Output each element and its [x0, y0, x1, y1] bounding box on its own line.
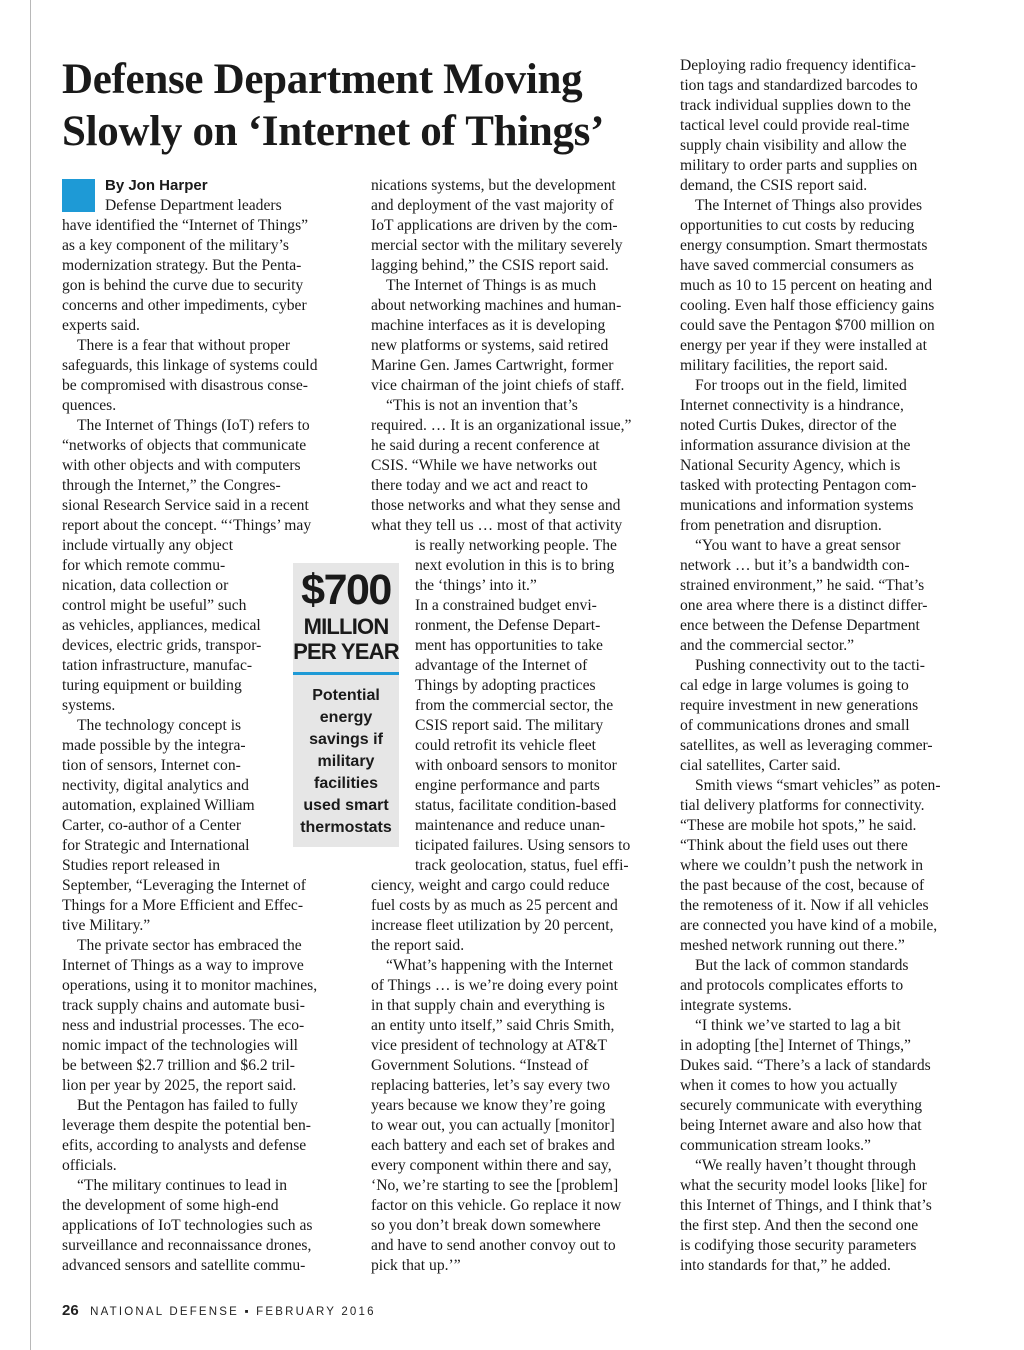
col2-text-line: vice chairman of the joint chiefs of staff.: [371, 377, 625, 394]
col2-text-line: there today and we act and react to: [371, 477, 588, 494]
col3-text-line: meshed network running out there.”: [680, 937, 905, 954]
col2-text-line: increase fleet utilization by 20 percent,: [371, 917, 614, 934]
col3-text-line: require investment in new generations: [680, 697, 919, 714]
col1-text-line: with other objects and with computers: [62, 457, 301, 474]
col1-text-line: The technology concept is: [77, 717, 242, 734]
col1-text-line: devices, electric grids, transpor-: [62, 637, 262, 654]
col2-text-line: status, facilitate condition-based: [415, 797, 617, 814]
col2-text-line: Marine Gen. James Cartwright, former: [371, 357, 614, 374]
col2-text-line: about networking machines and human-: [371, 297, 622, 314]
col3-text-line: is codifying those security parameters: [680, 1237, 917, 1254]
col1-text-line: have identified the “Internet of Things”: [62, 217, 309, 234]
col3-text-line: and the commercial sector.”: [680, 637, 855, 654]
col3-text-line: tial delivery platforms for connectivity.: [680, 797, 925, 814]
col3-text-line: For troops out in the field, limited: [695, 377, 907, 394]
article-headline: Defense Department Moving Slowly on ‘Internet of Things’: [62, 56, 605, 155]
col1-text-line: the development of some high-end: [62, 1197, 279, 1214]
col3-text-line: energy consumption. Smart thermostats: [680, 237, 928, 254]
col1-text-line: surveillance and reconnaissance drones,: [62, 1237, 312, 1254]
col3-text-line: are connected you have kind of a mobile,: [680, 917, 938, 934]
col3-text-line: cal edge in large volumes is going to: [680, 677, 909, 694]
col1-text-line: nication, data collection or: [62, 577, 229, 594]
col1-text-line: ness and industrial processes. The eco-: [62, 1017, 305, 1034]
col2-text-line: in that supply chain and everything is: [371, 997, 605, 1014]
col2-text-line: ronment, the Defense Depart-: [415, 617, 601, 634]
col1-text-line: efits, according to analysts and defense: [62, 1137, 307, 1154]
col3-text-line: the past because of the cost, because of: [680, 877, 925, 894]
col1-text-line: operations, using it to monitor machines,: [62, 977, 318, 994]
col1-text-line: Carter, co-author of a Center: [62, 817, 242, 834]
col3-text-line: being Internet aware and also how that: [680, 1117, 922, 1134]
col3-text-line: But the lack of common standards: [695, 957, 909, 974]
col3-text-line: in adopting [the] Internet of Things,”: [680, 1037, 911, 1054]
col1-text-line: Things for a More Efficient and Effec-: [62, 897, 304, 914]
col2-text-line: vice president of technology at AT&T: [371, 1037, 608, 1054]
col1-text-line: nomic impact of the technologies will: [62, 1037, 299, 1054]
col2-text-line: each battery and each set of brakes and: [371, 1137, 615, 1154]
col1-text-line: gon is behind the curve due to security: [62, 277, 304, 294]
col3-text-line: one area where there is a distinct differ-: [680, 597, 928, 614]
col3-text-line: the first step. And then the second one: [680, 1217, 919, 1234]
col3-text-line: noted Curtis Dukes, director of the: [680, 417, 897, 434]
col2-text-line: track geolocation, status, fuel effi-: [415, 857, 629, 874]
col1-text-line: tive Military.”: [62, 917, 151, 934]
col2-text-line: “What’s happening with the Internet: [386, 957, 613, 974]
col3-text-line: “You want to have a great sensor: [695, 537, 901, 554]
col3-text-line: securely communicate with everything: [680, 1097, 923, 1114]
col3-text-line: tion tags and standardized barcodes to: [680, 77, 918, 94]
col3-text-line: integrate systems.: [680, 997, 792, 1014]
col1-text-line: safeguards, this linkage of systems could: [62, 357, 318, 374]
col2-text-line: pick that up.’”: [371, 1257, 461, 1274]
stat-divider: [293, 672, 399, 675]
col1-text-line: turing equipment or building: [62, 677, 242, 694]
col2-text-line: machine interfaces as it is developing: [371, 317, 606, 334]
article-column-2: [371, 176, 655, 1276]
col3-text-line: munications and information systems: [680, 497, 914, 514]
col1-text-line: applications of IoT technologies such as: [62, 1217, 313, 1234]
col2-text-line: every component within there and say,: [371, 1157, 612, 1174]
col2-text-line: nications systems, but the development: [371, 177, 616, 194]
col2-text-line: next evolution in this is to bring: [415, 557, 615, 574]
col2-text-line: the ‘things’ into it.”: [415, 577, 537, 594]
col2-text-line: could retrofit its vehicle fleet: [415, 737, 596, 754]
col1-text-line: quences.: [62, 397, 117, 414]
col1-text-line: “The military continues to lead in: [77, 1177, 288, 1194]
col2-text-line: so you don’t break down somewhere: [371, 1217, 601, 1234]
col3-text-line: tactical level could provide real-time: [680, 117, 910, 134]
col2-text-line: years because we know they’re going: [371, 1097, 606, 1114]
col3-text-line: Internet connectivity is a hindrance,: [680, 397, 904, 414]
col1-text-line: sional Research Service said in a recent: [62, 497, 309, 514]
byline-row: [62, 176, 344, 196]
col2-text-line: Government Solutions. “Instead of: [371, 1057, 589, 1074]
col3-text-line: network … but it’s a bandwidth con-: [680, 557, 910, 574]
col3-text-line: and protocols complicates efforts to: [680, 977, 904, 994]
col3-text-line: information assurance division at the: [680, 437, 911, 454]
col3-text-line: into standards for that,” he added.: [680, 1257, 891, 1274]
col1-text-line: Studies report released in: [62, 857, 221, 874]
pull-stat-box: [293, 563, 399, 847]
col1-text-line: Defense Department leaders: [105, 197, 282, 214]
col3-text-line: Smith views “smart vehicles” as poten-: [695, 777, 941, 794]
col1-text-line: “networks of objects that communicate: [62, 437, 307, 454]
col1-text-line: control might be useful” such: [62, 597, 247, 614]
article-column-3: [680, 56, 966, 1276]
col1-text-line: be between $2.7 trillion and $6.2 tril-: [62, 1057, 295, 1074]
col2-text-line: from the commercial sector, the: [415, 697, 614, 714]
col1-text-line: There is a fear that without proper: [77, 337, 291, 354]
col1-text-line: as a key component of the military’s: [62, 237, 289, 254]
col2-text-line: IoT applications are driven by the com-: [371, 217, 618, 234]
col1-text-line: for which remote commu-: [62, 557, 226, 574]
col2-text-line: ciency, weight and cargo could reduce: [371, 877, 610, 894]
col1-text-line: through the Internet,” the Congres-: [62, 477, 281, 494]
col2-text-line: the report said.: [371, 937, 465, 954]
col2-text-line: lagging behind,” the CSIS report said.: [371, 257, 609, 274]
col3-text-line: the remoteness of it. Now if all vehicles: [680, 897, 929, 914]
col1-text-line: But the Pentagon has failed to fully: [77, 1097, 298, 1114]
col3-text-line: from penetration and disruption.: [680, 517, 882, 534]
col3-text-line: cial satellites, Carter said.: [680, 757, 841, 774]
page-footer: [62, 1302, 376, 1319]
stat-unit-line-2: PER YEAR: [293, 639, 399, 664]
col3-text-line: Pushing connectivity out to the tacti-: [695, 657, 925, 674]
col3-text-line: opportunities to cut costs by reducing: [680, 217, 915, 234]
col3-text-line: demand, the CSIS report said.: [680, 177, 868, 194]
col3-text-line: ence between the Defense Department: [680, 617, 920, 634]
col3-text-line: military to order parts and supplies on: [680, 157, 918, 174]
col3-text-line: satellites, as well as leveraging commer-: [680, 737, 933, 754]
col2-text-line: required. … It is an organizational issue,”: [371, 417, 632, 434]
col1-text-line: as vehicles, appliances, medical: [62, 617, 261, 634]
col2-text-line: to wear out, you can actually [monitor]: [371, 1117, 615, 1134]
col1-text-line: The private sector has embraced the: [77, 937, 302, 954]
col2-text-line: CSIS report said. The military: [415, 717, 604, 734]
col2-text-line: CSIS. “While we have networks out: [371, 457, 598, 474]
publication-name: NATIONAL DEFENSE: [90, 1306, 240, 1318]
stat-caption: Potential energy savings if military facilities used smart thermostats: [300, 687, 392, 836]
col1-text-line: report about the concept. “‘Things’ may: [62, 517, 312, 534]
stat-amount: $700: [301, 566, 391, 614]
col2-text-line: engine performance and parts: [415, 777, 600, 794]
col1-text-line: September, “Leveraging the Internet of: [62, 877, 307, 894]
col3-text-line: “We really haven’t thought through: [695, 1157, 917, 1174]
col3-text-line: Deploying radio frequency identifica-: [680, 57, 916, 74]
col3-text-line: of communications drones and small: [680, 717, 910, 734]
col3-text-line: energy per year if they were installed at: [680, 337, 927, 354]
col2-text-line: with onboard sensors to monitor: [415, 757, 617, 774]
col2-text-line: advantage of the Internet of: [415, 657, 588, 674]
byline: By Jon Harper: [105, 177, 208, 194]
page-number: 26: [62, 1302, 79, 1319]
col1-text-line: Internet of Things as a way to improve: [62, 957, 304, 974]
col1-text-line: leverage them despite the potential ben-: [62, 1117, 311, 1134]
col3-text-line: have saved commercial consumers as: [680, 257, 914, 274]
col2-text-line: and deployment of the vast majority of: [371, 197, 614, 214]
col3-text-line: communication stream looks.”: [680, 1137, 871, 1154]
col3-text-line: “Think about the field uses out there: [680, 837, 908, 854]
col3-text-line: National Security Agency, which is: [680, 457, 901, 474]
col1-text-line: lion per year by 2025, the report said.: [62, 1077, 297, 1094]
col3-text-line: much as 10 to 15 percent on heating and: [680, 277, 933, 294]
col3-text-line: tasked with protecting Pentagon com-: [680, 477, 917, 494]
col3-text-line: could save the Pentagon $700 million on: [680, 317, 935, 334]
col1-text-line: be compromised with disastrous conse-: [62, 377, 308, 394]
col3-text-line: military facilities, the report said.: [680, 357, 888, 374]
page-spine-rule: [30, 0, 31, 1350]
col3-text-line: The Internet of Things also provides: [695, 197, 923, 214]
col3-text-line: cooling. Even half those efficiency gains: [680, 297, 935, 314]
col2-text-line: of Things … is we’re doing every point: [371, 977, 619, 994]
col2-text-line: “This is not an invention that’s: [386, 397, 578, 414]
col1-text-line: experts said.: [62, 317, 140, 334]
col1-text-line: include virtually any object: [62, 537, 234, 554]
col2-text-line: replacing batteries, let’s say every two: [371, 1077, 611, 1094]
col2-text-line: The Internet of Things is as much: [386, 277, 597, 294]
col3-text-line: strained environment,” he said. “That’s: [680, 577, 925, 594]
col1-text-line: officials.: [62, 1157, 117, 1174]
col2-text-line: ‘No, we’re starting to see the [problem]: [371, 1177, 619, 1194]
col1-text-line: nectivity, digital analytics and: [62, 777, 249, 794]
col1-text-line: tation infrastructure, manufac-: [62, 657, 253, 674]
col1-text-line: for Strategic and International: [62, 837, 250, 854]
col2-text-line: new platforms or systems, said retired: [371, 337, 609, 354]
col3-text-line: “These are mobile hot spots,” he said.: [680, 817, 917, 834]
col1-text-line: automation, explained William: [62, 797, 255, 814]
col3-text-line: “I think we’ve started to lag a bit: [695, 1017, 901, 1034]
col2-text-line: ment has opportunities to take: [415, 637, 603, 654]
col1-text-line: made possible by the integra-: [62, 737, 246, 754]
col3-text-line: this Internet of Things, and I think that’s: [680, 1197, 932, 1214]
col1-text-line: advanced sensors and satellite commu-: [62, 1257, 306, 1274]
col1-text-line: concerns and other impediments, cyber: [62, 297, 307, 314]
col1-text-line: The Internet of Things (IoT) refers to: [77, 417, 310, 434]
col2-text-line: factor on this vehicle. Go replace it now: [371, 1197, 622, 1214]
col3-text-line: what the security model looks [like] for: [680, 1177, 927, 1194]
col3-text-line: where we couldn’t push the network in: [680, 857, 924, 874]
col2-text-line: an entity unto itself,” said Chris Smith,: [371, 1017, 615, 1034]
col2-text-line: he said during a recent conference at: [371, 437, 600, 454]
issue-date: FEBRUARY 2016: [256, 1306, 376, 1318]
col1-text-line: track supply chains and automate busi-: [62, 997, 305, 1014]
footer-separator: ▪: [244, 1306, 251, 1318]
col2-text-line: what they tell us … most of that activity: [371, 517, 623, 534]
col1-text-line: systems.: [62, 697, 116, 714]
col3-text-line: when it comes to how you actually: [680, 1077, 898, 1094]
col2-text-line: and have to send another convoy out to: [371, 1237, 616, 1254]
stat-unit-line-1: MILLION: [303, 614, 389, 639]
col2-text-line: Things by adopting practices: [415, 677, 596, 694]
col1-text-line: tion of sensors, Internet con-: [62, 757, 241, 774]
col1-text-line: modernization strategy. But the Penta-: [62, 257, 302, 274]
col2-text-line: In a constrained budget envi-: [415, 597, 597, 614]
col2-text-line: fuel costs by as much as 25 percent and: [371, 897, 618, 914]
col2-text-line: is really networking people. The: [415, 537, 617, 554]
col2-text-line: maintenance and reduce unan-: [415, 817, 606, 834]
col2-text-line: mercial sector with the military severely: [371, 237, 623, 254]
col2-text-line: ticipated failures. Using sensors to: [415, 837, 631, 854]
col3-text-line: track individual supplies down to the: [680, 97, 911, 114]
col3-text-line: supply chain visibility and allow the: [680, 137, 907, 154]
section-marker-square: [62, 179, 95, 212]
col2-text-line: those networks and what they sense and: [371, 497, 621, 514]
col3-text-line: Dukes said. “There’s a lack of standards: [680, 1057, 931, 1074]
